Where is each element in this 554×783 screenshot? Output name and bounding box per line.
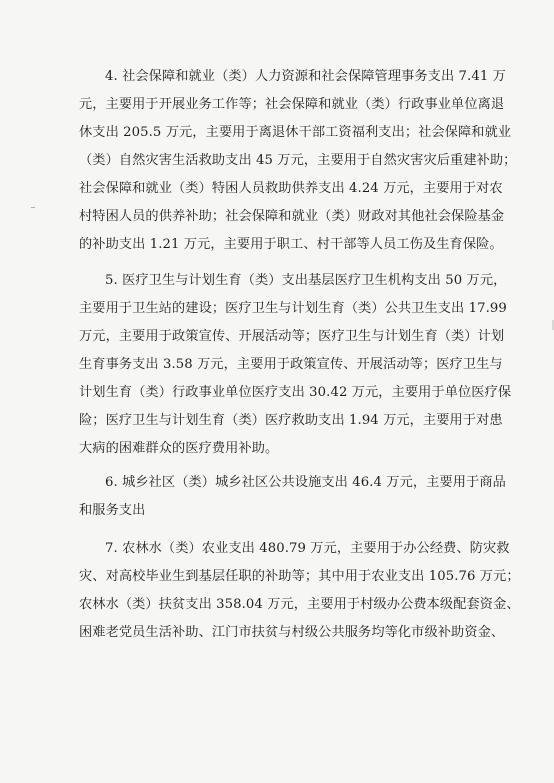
paragraph-urban-rural xyxy=(79,469,506,525)
text-line: （类）自然灾害生活救助支出 45 万元，主要用于自然灾害灾后重建补助； xyxy=(79,153,517,168)
text-line: 和服务支出 xyxy=(79,503,146,518)
text-line: 灾、对高校毕业生到基层任职的补助等；其中用于农业支出 105.76 万元； xyxy=(79,569,520,584)
text-line: 5. 医疗卫生与计划生育（类）支出基层医疗卫生机构支出 50 万元， xyxy=(105,273,507,288)
text-line: 农林水（类）扶贫支出 358.04 万元，主要用于村级办公费本级配套资金、 xyxy=(79,597,520,612)
text-line: 生育事务支出 3.58 万元，主要用于政策宣传、开展活动等；医疗卫生与 xyxy=(79,357,503,372)
scan-speck xyxy=(31,207,35,208)
text-line: 主要用于卫生站的建设；医疗卫生与计划生育（类）公共卫生支出 17.99 xyxy=(79,301,507,316)
text-line: 7. 农林水（类）农业支出 480.79 万元，主要用于办公经费、防灾救 xyxy=(105,541,510,556)
document-body xyxy=(79,63,520,647)
text-line: 困难老党员生活补助、江门市扶贫与村级公共服务均等化市级补助资金、 xyxy=(79,625,505,640)
paragraph-agriculture xyxy=(79,535,520,647)
text-line: 休支出 205.5 万元，主要用于离退休干部工资福利支出；社会保障和就业 xyxy=(79,125,512,140)
text-line: 大病的困难群众的医疗费用补助。 xyxy=(79,441,279,456)
text-line: 计划生育（类）行政事业单位医疗支出 30.42 万元，主要用于单位医疗保 xyxy=(79,385,512,400)
text-line: 社会保障和就业（类）特困人员救助供养支出 4.24 万元，主要用于对农 xyxy=(79,181,503,196)
text-line: 村特困人员的供养补助；社会保障和就业（类）财政对其他社会保险基金 xyxy=(79,209,505,224)
paragraph-social-security xyxy=(79,63,517,259)
text-line: 6. 城乡社区（类）城乡社区公共设施支出 46.4 万元，主要用于商品 xyxy=(105,475,506,490)
paragraph-health xyxy=(79,267,512,463)
text-line: 元，主要用于开展业务工作等；社会保障和就业（类）行政事业单位离退 xyxy=(79,97,505,112)
text-line: 万元，主要用于政策宣传、开展活动等；医疗卫生与计划生育（类）计划 xyxy=(79,329,505,344)
text-line: 险；医疗卫生与计划生育（类）医疗救助支出 1.94 万元，主要用于对患 xyxy=(79,413,503,428)
text-line: 4. 社会保障和就业（类）人力资源和社会保障管理事务支出 7.41 万 xyxy=(105,69,506,84)
text-line: 的补助支出 1.21 万元，主要用于职工、村干部等人员工伤及生育保险。 xyxy=(79,237,503,252)
